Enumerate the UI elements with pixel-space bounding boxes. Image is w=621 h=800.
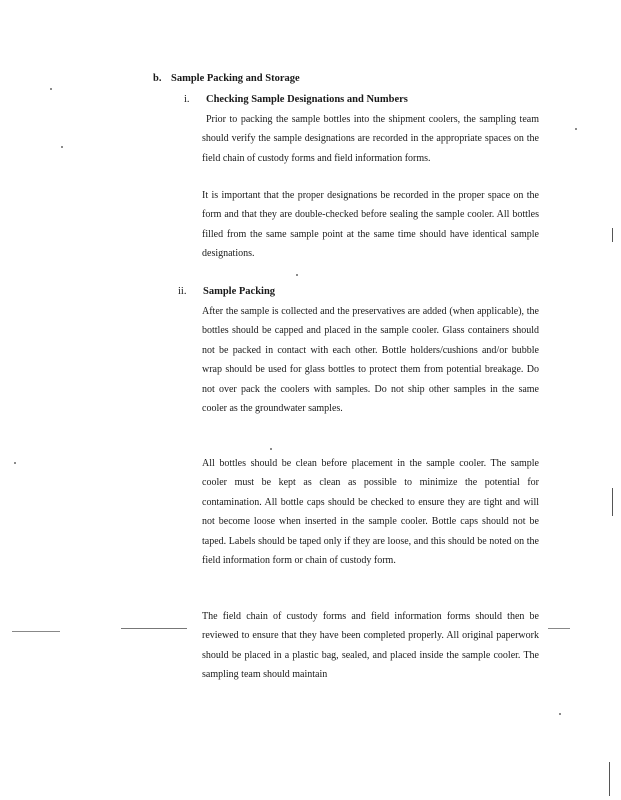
paragraph-checking-designations-2: It is important that the proper designations be recorded in the proper space on the form and that they are double-checked before sealing the sample cooler. All bottles filled from the same sample point at the same time should have identical sample designations.: [202, 190, 539, 260]
scan-artifact: [12, 631, 60, 632]
scan-speck: [14, 462, 16, 464]
scan-artifact: [612, 228, 613, 242]
scan-speck: [50, 88, 52, 90]
paragraph-sample-packing-1: After the sample is collected and the preservatives are added (when applicable), the bottles should be capped and placed in the sample cooler. Glass containers should not be packed in contact with each other. Bottle holders/cushions and/or bubble wrap should be used for glass bottles to protect them from potential breakage. Do not over pack the coolers with samples. Do not ship other samples in the same cooler as the groundwater samples.: [202, 306, 539, 415]
scan-speck: [559, 713, 561, 715]
paragraph-sample-packing-2: All bottles should be clean before placement in the sample cooler. The sample cooler must be kept as clean as possible to minimize the potential for contamination. All bottle caps should be checked to ensure they are tight and will not become loose when inserted in the sample cooler. Bottle caps should not be taped. Labels should be taped only if they are loose, and this should be noted on the field information form or chain of custody form.: [202, 458, 539, 567]
scan-artifact: [121, 628, 187, 629]
paragraph-checking-designations-1: Prior to packing the sample bottles into the shipment coolers, the sampling team should verify the sample designations are recorded in the appropriate spaces on the field chain of custody forms and field information forms.: [202, 114, 539, 164]
scan-speck: [270, 448, 272, 450]
scan-artifact: [609, 762, 610, 796]
paragraph-sample-packing-3: The field chain of custody forms and field information forms should then be reviewed to ensure that they have been completed properly. All original paperwork should be placed in a plastic bag, sealed, and placed inside the sample cooler. The sampling team should maintain: [202, 611, 539, 681]
subsection-title-2: Sample Packing: [203, 286, 276, 297]
scan-artifact: [612, 488, 613, 516]
subsection-title-1: Checking Sample Designations and Numbers: [206, 94, 408, 105]
scan-speck: [296, 274, 298, 276]
subsection-marker-2: ii.: [178, 286, 187, 297]
scan-artifact: [548, 628, 570, 629]
scan-speck: [575, 128, 577, 130]
scan-speck: [61, 146, 63, 148]
section-title: Sample Packing and Storage: [171, 73, 300, 84]
section-marker: b.: [153, 73, 162, 84]
subsection-marker-1: i.: [184, 94, 190, 105]
